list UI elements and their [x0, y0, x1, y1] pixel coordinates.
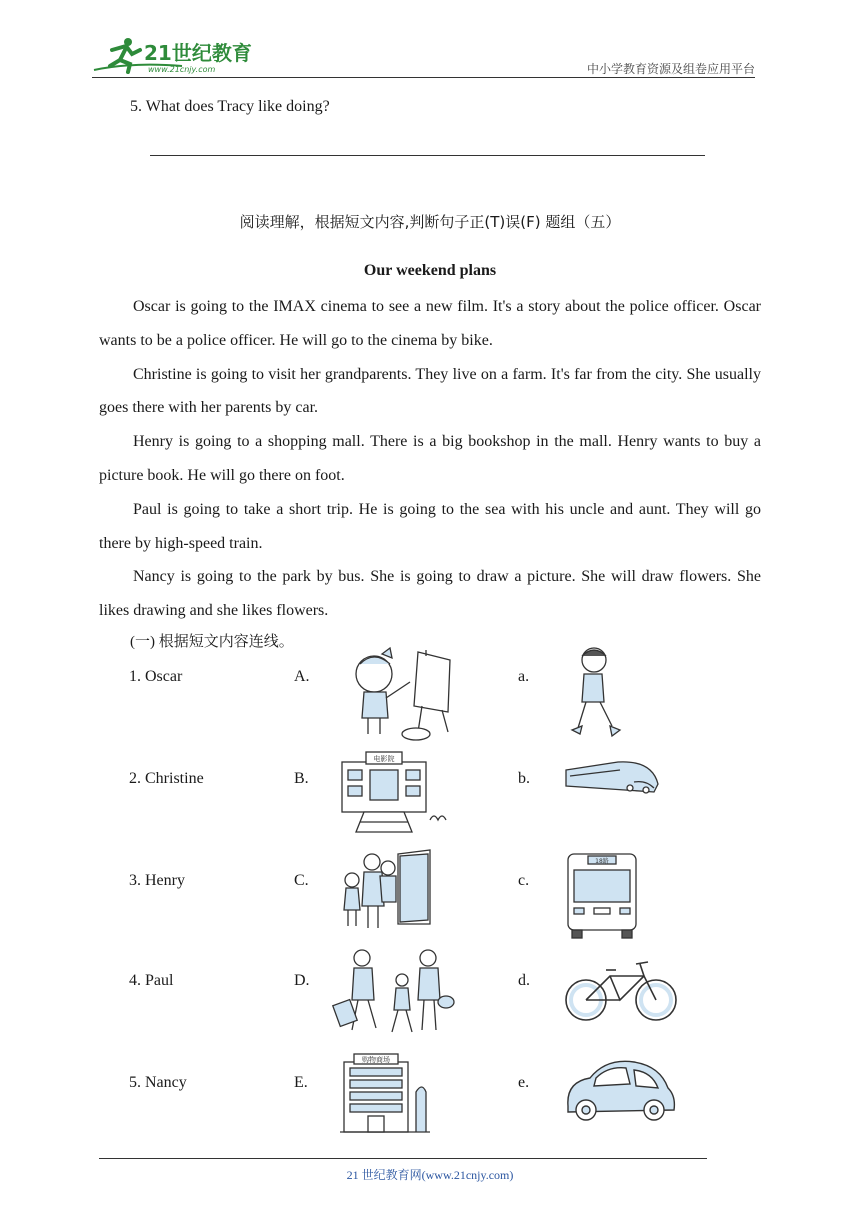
passage: [99, 290, 761, 628]
match-name: 5. Nancy: [129, 1074, 187, 1091]
paragraph-oscar: Oscar is going to the IMAX cinema to see a new film. It's a story about the police officer. Oscar wants to be a police officer. He will go to the cinema by bike.: [99, 298, 761, 349]
match-name: 4. Paul: [129, 972, 174, 989]
header-divider: [92, 77, 755, 78]
mall-sign-text: 购物商场: [362, 1056, 390, 1064]
site-logo: [92, 36, 262, 76]
bicycle-icon: [560, 950, 690, 1046]
match-name: 1. Oscar: [129, 668, 183, 685]
logo-text: 21世纪教育: [144, 41, 252, 65]
family-travelling-icon: [330, 950, 460, 1046]
picture-letter: C.: [294, 872, 309, 889]
boy-walking-icon: [560, 646, 690, 742]
picture-letter: B.: [294, 770, 309, 787]
picture-letter: D.: [294, 972, 310, 989]
logo-url: www.21cnjy.com: [148, 65, 216, 74]
transport-letter: d.: [518, 972, 530, 989]
girl-painting-easel-icon: [330, 646, 460, 742]
cinema-sign-text: 电影院: [373, 755, 395, 763]
transport-letter: e.: [518, 1074, 530, 1091]
section-heading: 阅读理解，根据短文内容,判断句子正(T)误(F) 题组（五）: [239, 213, 621, 231]
transport-letter: b.: [518, 770, 530, 787]
footer-divider: [99, 1158, 707, 1159]
bus-icon: [560, 850, 690, 946]
car-icon: [560, 1052, 690, 1148]
match-name: 3. Henry: [129, 872, 185, 889]
transport-letter: c.: [518, 872, 530, 889]
matching-row-5: [0, 1056, 860, 1174]
picture-letter: A.: [294, 668, 310, 685]
question-5: 5. What does Tracy like doing?: [130, 98, 330, 115]
cinema-building-icon: [330, 748, 460, 844]
passage-title: Our weekend plans: [363, 262, 497, 279]
paragraph-nancy: Nancy is going to the park by bus. She is going to draw a picture. She will draw flowers. She likes drawing and she likes flowers.: [99, 568, 761, 620]
high-speed-train-icon: [560, 748, 690, 844]
transport-letter: a.: [518, 668, 530, 685]
match-name: 2. Christine: [129, 770, 204, 787]
task-instruction: (一) 根据短文内容连线。: [130, 634, 294, 650]
family-at-door-icon: [330, 850, 460, 946]
paragraph-paul: Paul is going to take a short trip. He is going to the sea with his uncle and aunt. They will go there by high-speed train.: [99, 500, 761, 552]
header-platform-text: 中小学教育资源及组卷应用平台: [586, 62, 755, 76]
footer-link[interactable]: 21 世纪教育网(www.21cnjy.com): [346, 1168, 514, 1182]
shopping-mall-icon: [330, 1052, 460, 1148]
answer-line: [150, 155, 705, 156]
picture-letter: E.: [294, 1074, 308, 1091]
bus-number-text: 18路: [595, 858, 609, 865]
paragraph-henry: Henry is going to a shopping mall. There is a big bookshop in the mall. Henry wants to buy a picture book. He will go there on foot.: [99, 433, 761, 484]
paragraph-christine: Christine is going to visit her grandparents. They live on a farm. It's far from the city. She usually goes there with her parents by car.: [99, 365, 761, 417]
